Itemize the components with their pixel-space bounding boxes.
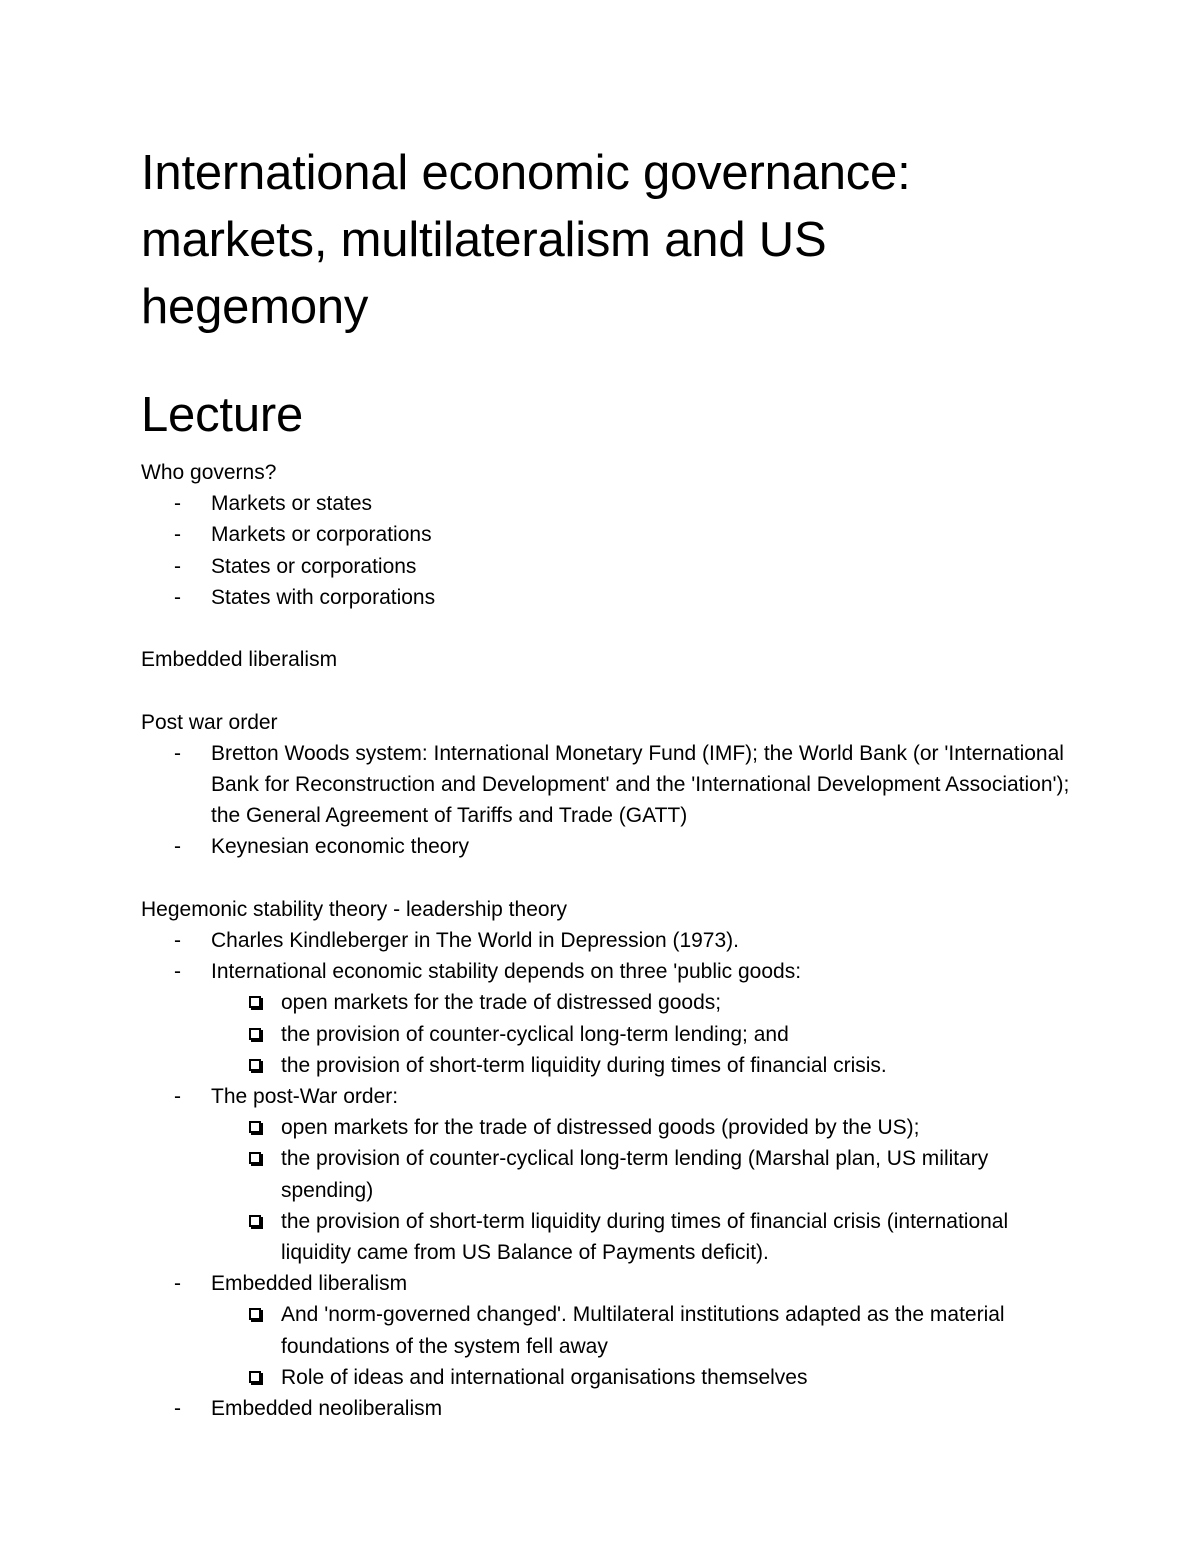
- hegemonic-stability-list: [141, 925, 1071, 1424]
- sub-list-item: [211, 1143, 1071, 1205]
- hegemonic-stability-label: Hegemonic stability theory - leadership theory: [141, 897, 568, 921]
- sub-list-item: [211, 1299, 1071, 1361]
- list-item: [141, 1268, 1071, 1299]
- paragraph-spacer: [141, 613, 1071, 644]
- dash-bullet-icon: -: [174, 492, 181, 516]
- who-governs-label: Who governs?: [141, 461, 277, 484]
- sub-list-item: [211, 1206, 1071, 1268]
- checkbox-bullet-icon: [249, 996, 261, 1008]
- dash-bullet-icon: -: [174, 585, 181, 609]
- list-item: [141, 488, 1071, 519]
- sub-list-item: [211, 1019, 1071, 1050]
- dash-bullet-icon: -: [174, 741, 181, 765]
- sublist-container: [141, 1299, 1071, 1393]
- list-item: [141, 738, 1071, 832]
- list-item: [141, 519, 1071, 550]
- post-war-order-label: Post war order: [141, 710, 278, 734]
- post-war-order-list: [141, 738, 1071, 863]
- list-item-text: Embedded neoliberalism: [211, 1397, 443, 1421]
- list-item: [141, 925, 1071, 956]
- list-item: [141, 831, 1071, 862]
- post-war-order-sublist: [211, 1112, 1071, 1268]
- dash-bullet-icon: -: [174, 1085, 181, 1109]
- sub-list-item: [211, 1112, 1071, 1143]
- embedded-liberalism-label: Embedded liberalism: [141, 648, 338, 672]
- sublist-container: [141, 1112, 1071, 1268]
- list-item-text: The post-War order:: [211, 1085, 399, 1109]
- checkbox-bullet-icon: [249, 1152, 261, 1164]
- sub-list-item: [211, 1050, 1071, 1081]
- checkbox-bullet-icon: [249, 1308, 261, 1320]
- list-item-text: Markets or states: [211, 492, 373, 516]
- dash-bullet-icon: -: [174, 523, 181, 547]
- checkbox-bullet-icon: [249, 1028, 261, 1040]
- list-item: [141, 1393, 1071, 1424]
- list-item: [141, 582, 1071, 613]
- document-title: [141, 140, 1071, 341]
- paragraph-spacer: [141, 675, 1071, 706]
- list-item-text: Embedded liberalism: [211, 1272, 408, 1296]
- dash-bullet-icon: -: [174, 1397, 181, 1421]
- dash-bullet-icon: -: [174, 835, 181, 859]
- sub-list-item: [211, 1362, 1071, 1393]
- checkbox-bullet-icon: [249, 1215, 261, 1227]
- section-heading-lecture: Lecture: [141, 388, 304, 442]
- list-item-text: States or corporations: [211, 554, 417, 578]
- sublist-container: [141, 987, 1071, 1081]
- checkbox-bullet-icon: [249, 1059, 261, 1071]
- checkbox-bullet-icon: [249, 1121, 261, 1133]
- sub-list-item-text: open markets for the trade of distressed goods (provided by the US);: [281, 1116, 920, 1140]
- public-goods-sublist: [211, 987, 1071, 1081]
- document-page: [141, 140, 1071, 1424]
- list-item: [141, 956, 1071, 987]
- dash-bullet-icon: -: [174, 960, 181, 984]
- sub-list-item-text: the provision of short-term liquidity during times of financial crisis (international liquidity came from US Balance of Payments deficit).: [281, 1209, 1009, 1265]
- list-item-text: International economic stability depends on three 'public goods:: [211, 960, 802, 984]
- dash-bullet-icon: -: [174, 554, 181, 578]
- sub-list-item-text: open markets for the trade of distressed goods;: [281, 991, 722, 1015]
- sub-list-item-text: Role of ideas and international organisations themselves: [281, 1365, 808, 1389]
- paragraph-spacer: [141, 863, 1071, 894]
- sub-list-item: [211, 987, 1071, 1018]
- list-item: [141, 1081, 1071, 1112]
- list-item-text: Charles Kindleberger in The World in Depression (1973).: [211, 929, 739, 952]
- list-item-text: Bretton Woods system: International Monetary Fund (IMF); the World Bank (or 'International Bank for Reconstruction and Development' and the 'International Development Association'); the General Agreement of Tariffs and Trade (GATT): [211, 741, 1070, 828]
- list-item-text: Keynesian economic theory: [211, 835, 469, 859]
- who-governs-list: [141, 488, 1071, 613]
- dash-bullet-icon: -: [174, 929, 181, 952]
- sub-list-item-text: the provision of counter-cyclical long-term lending; and: [281, 1022, 789, 1046]
- embedded-liberalism-sublist: [211, 1299, 1071, 1393]
- checkbox-bullet-icon: [249, 1371, 261, 1383]
- document-title-line-3: hegemony: [141, 280, 369, 334]
- document-title-line-1: International economic governance:: [141, 146, 911, 200]
- sub-list-item-text: the provision of short-term liquidity during times of financial crisis.: [281, 1053, 887, 1077]
- sub-list-item-text: the provision of counter-cyclical long-term lending (Marshal plan, US military spending): [281, 1147, 989, 1202]
- list-item-text: States with corporations: [211, 585, 436, 609]
- list-item: [141, 551, 1071, 582]
- document-title-line-2: markets, multilateralism and US: [141, 213, 827, 267]
- dash-bullet-icon: -: [174, 1272, 181, 1296]
- list-item-text: Markets or corporations: [211, 523, 432, 547]
- sub-list-item-text: And 'norm-governed changed'. Multilateral institutions adapted as the material foundations of the system fell away: [281, 1303, 1005, 1358]
